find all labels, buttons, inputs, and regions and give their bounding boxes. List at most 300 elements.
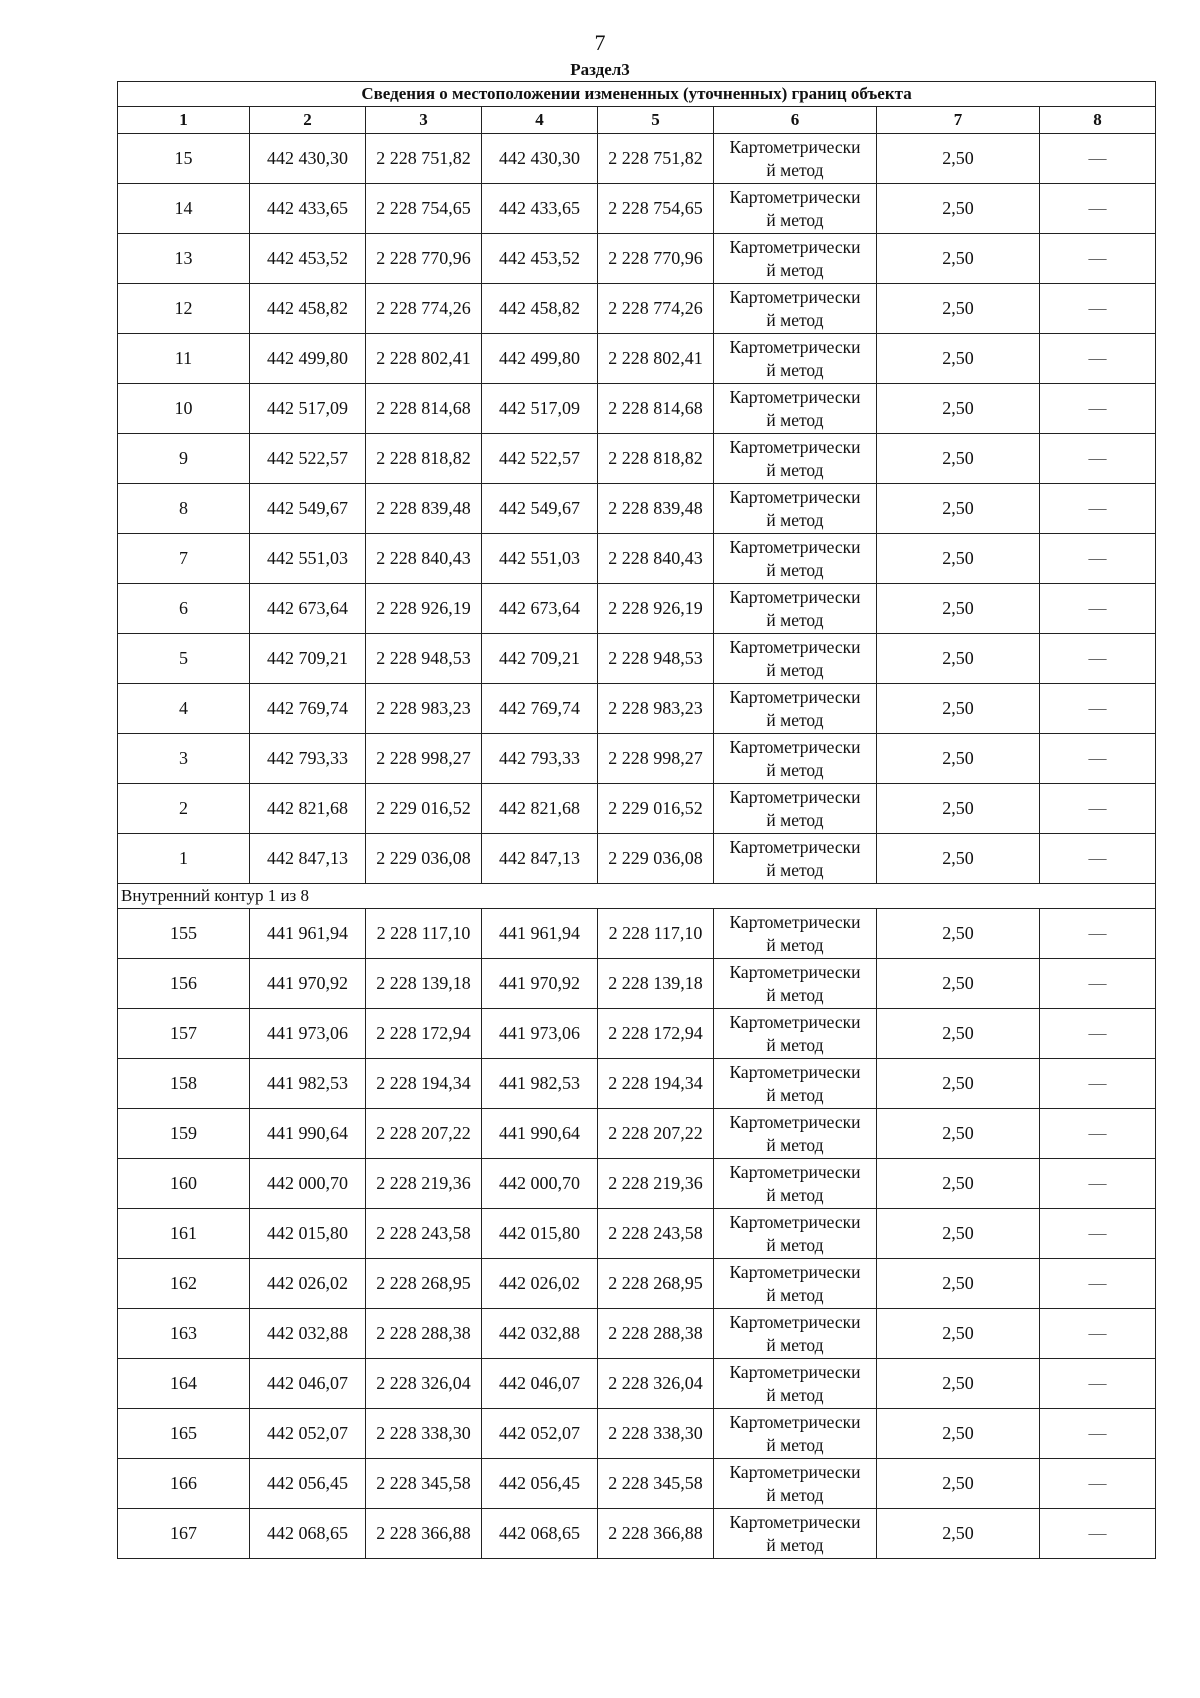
table-caption: Сведения о местоположении измененных (уточненных) границ объекта (118, 82, 1156, 107)
method-text-line1: Картометрически (729, 236, 861, 257)
description-cell: — (1040, 1109, 1156, 1159)
precision-cell: 2,50 (877, 1259, 1040, 1309)
y-new-cell: 2 228 770,96 (598, 234, 714, 284)
precision-cell: 2,50 (877, 534, 1040, 584)
method-text-line2: й метод (766, 1084, 824, 1105)
x-old-cell: 441 961,94 (250, 909, 366, 959)
method-text-line1: Картометрически (729, 636, 861, 657)
method-cell (714, 234, 877, 284)
x-old-cell: 442 673,64 (250, 584, 366, 634)
method-cell (714, 1009, 877, 1059)
description-cell: — (1040, 184, 1156, 234)
method-cell (714, 734, 877, 784)
table-row (118, 434, 1156, 484)
method-text-line1: Картометрически (729, 1461, 861, 1482)
description-cell: — (1040, 1309, 1156, 1359)
method-cell (714, 784, 877, 834)
y-old-cell: 2 228 754,65 (366, 184, 482, 234)
y-old-cell: 2 228 288,38 (366, 1309, 482, 1359)
method-cell (714, 1459, 877, 1509)
precision-cell: 2,50 (877, 734, 1040, 784)
method-cell (714, 484, 877, 534)
precision-cell: 2,50 (877, 1059, 1040, 1109)
table-body (118, 82, 1156, 1559)
table-row (118, 384, 1156, 434)
method-text-line1: Картометрически (729, 1511, 861, 1532)
y-old-cell: 2 228 926,19 (366, 584, 482, 634)
method-text-line2: й метод (766, 559, 824, 580)
point-number-cell: 2 (118, 784, 250, 834)
table-row (118, 1059, 1156, 1109)
method-text-line1: Картометрически (729, 1261, 861, 1282)
method-text-line1: Картометрически (729, 736, 861, 757)
column-header: 8 (1040, 107, 1156, 134)
table-row (118, 1259, 1156, 1309)
point-number-cell: 8 (118, 484, 250, 534)
x-old-cell: 442 052,07 (250, 1409, 366, 1459)
y-new-cell: 2 228 983,23 (598, 684, 714, 734)
method-text-line2: й метод (766, 359, 824, 380)
x-old-cell: 442 499,80 (250, 334, 366, 384)
point-number-cell: 7 (118, 534, 250, 584)
table-row (118, 1509, 1156, 1559)
coordinates-table (117, 81, 1156, 1559)
method-cell (714, 584, 877, 634)
y-old-cell: 2 228 219,36 (366, 1159, 482, 1209)
point-number-cell: 156 (118, 959, 250, 1009)
method-text-line2: й метод (766, 1234, 824, 1255)
method-cell (714, 1509, 877, 1559)
x-new-cell: 442 458,82 (482, 284, 598, 334)
point-number-cell: 10 (118, 384, 250, 434)
point-number-cell: 165 (118, 1409, 250, 1459)
y-new-cell: 2 228 818,82 (598, 434, 714, 484)
x-new-cell: 442 015,80 (482, 1209, 598, 1259)
y-new-cell: 2 228 288,38 (598, 1309, 714, 1359)
description-cell: — (1040, 684, 1156, 734)
precision-cell: 2,50 (877, 184, 1040, 234)
table-row (118, 1209, 1156, 1259)
description-cell: — (1040, 584, 1156, 634)
table-row (118, 334, 1156, 384)
precision-cell: 2,50 (877, 784, 1040, 834)
column-header: 1 (118, 107, 250, 134)
description-cell: — (1040, 1159, 1156, 1209)
x-new-cell: 442 793,33 (482, 734, 598, 784)
x-old-cell: 442 549,67 (250, 484, 366, 534)
table-row (118, 134, 1156, 184)
contour-label-row (118, 884, 1156, 909)
x-old-cell: 442 709,21 (250, 634, 366, 684)
method-cell (714, 1209, 877, 1259)
y-old-cell: 2 228 207,22 (366, 1109, 482, 1159)
method-cell (714, 959, 877, 1009)
method-text-line2: й метод (766, 459, 824, 480)
x-old-cell: 442 793,33 (250, 734, 366, 784)
page-number: 7 (594, 30, 606, 55)
x-old-cell: 442 046,07 (250, 1359, 366, 1409)
description-cell: — (1040, 1259, 1156, 1309)
method-text-line1: Картометрически (729, 586, 861, 607)
method-cell (714, 284, 877, 334)
y-old-cell: 2 228 345,58 (366, 1459, 482, 1509)
x-new-cell: 442 821,68 (482, 784, 598, 834)
column-header: 5 (598, 107, 714, 134)
y-old-cell: 2 228 751,82 (366, 134, 482, 184)
column-header: 3 (366, 107, 482, 134)
y-new-cell: 2 228 326,04 (598, 1359, 714, 1409)
description-cell: — (1040, 784, 1156, 834)
method-text-line2: й метод (766, 1034, 824, 1055)
y-new-cell: 2 228 117,10 (598, 909, 714, 959)
table-row (118, 484, 1156, 534)
table-row (118, 584, 1156, 634)
precision-cell: 2,50 (877, 584, 1040, 634)
precision-cell: 2,50 (877, 434, 1040, 484)
x-old-cell: 442 032,88 (250, 1309, 366, 1359)
x-new-cell: 442 046,07 (482, 1359, 598, 1409)
method-text-line1: Картометрически (729, 786, 861, 807)
method-cell (714, 634, 877, 684)
table-row (118, 1009, 1156, 1059)
y-old-cell: 2 228 326,04 (366, 1359, 482, 1409)
method-text-line1: Картометрически (729, 836, 861, 857)
point-number-cell: 12 (118, 284, 250, 334)
method-text-line1: Картометрически (729, 336, 861, 357)
method-text-line1: Картометрически (729, 1311, 861, 1332)
method-cell (714, 434, 877, 484)
method-text-line1: Картометрически (729, 436, 861, 457)
point-number-cell: 157 (118, 1009, 250, 1059)
precision-cell: 2,50 (877, 1109, 1040, 1159)
point-number-cell: 160 (118, 1159, 250, 1209)
table-row (118, 1309, 1156, 1359)
table-row (118, 284, 1156, 334)
point-number-cell: 159 (118, 1109, 250, 1159)
method-cell (714, 384, 877, 434)
x-new-cell: 442 430,30 (482, 134, 598, 184)
description-cell: — (1040, 384, 1156, 434)
x-old-cell: 442 068,65 (250, 1509, 366, 1559)
description-cell: — (1040, 1009, 1156, 1059)
method-cell (714, 834, 877, 884)
section-title: Раздел3 (570, 60, 630, 79)
method-text-line2: й метод (766, 759, 824, 780)
point-number-cell: 11 (118, 334, 250, 384)
x-old-cell: 442 769,74 (250, 684, 366, 734)
x-old-cell: 442 517,09 (250, 384, 366, 434)
x-new-cell: 441 970,92 (482, 959, 598, 1009)
method-text-line2: й метод (766, 1534, 824, 1555)
table-row (118, 534, 1156, 584)
y-new-cell: 2 229 036,08 (598, 834, 714, 884)
precision-cell: 2,50 (877, 384, 1040, 434)
table-row (118, 1459, 1156, 1509)
y-old-cell: 2 228 998,27 (366, 734, 482, 784)
point-number-cell: 15 (118, 134, 250, 184)
x-old-cell: 442 847,13 (250, 834, 366, 884)
description-cell: — (1040, 1059, 1156, 1109)
description-cell: — (1040, 484, 1156, 534)
method-text-line2: й метод (766, 934, 824, 955)
method-text-line1: Картометрически (729, 911, 861, 932)
method-text-line2: й метод (766, 1484, 824, 1505)
method-cell (714, 134, 877, 184)
description-cell: — (1040, 834, 1156, 884)
precision-cell: 2,50 (877, 834, 1040, 884)
y-new-cell: 2 228 926,19 (598, 584, 714, 634)
contour-label: Внутренний контур 1 из 8 (118, 884, 1156, 909)
y-new-cell: 2 228 219,36 (598, 1159, 714, 1209)
method-text-line1: Картометрически (729, 536, 861, 557)
y-old-cell: 2 228 194,34 (366, 1059, 482, 1109)
x-new-cell: 442 433,65 (482, 184, 598, 234)
x-new-cell: 442 026,02 (482, 1259, 598, 1309)
precision-cell: 2,50 (877, 959, 1040, 1009)
table-row (118, 184, 1156, 234)
x-new-cell: 442 709,21 (482, 634, 598, 684)
y-new-cell: 2 228 207,22 (598, 1109, 714, 1159)
table-row (118, 734, 1156, 784)
x-new-cell: 442 551,03 (482, 534, 598, 584)
precision-cell: 2,50 (877, 284, 1040, 334)
x-old-cell: 442 458,82 (250, 284, 366, 334)
point-number-cell: 167 (118, 1509, 250, 1559)
method-text-line2: й метод (766, 1184, 824, 1205)
precision-cell: 2,50 (877, 334, 1040, 384)
method-text-line1: Картометрически (729, 136, 861, 157)
point-number-cell: 9 (118, 434, 250, 484)
method-text-line1: Картометрически (729, 1061, 861, 1082)
y-old-cell: 2 228 139,18 (366, 959, 482, 1009)
x-new-cell: 442 517,09 (482, 384, 598, 434)
table-row (118, 634, 1156, 684)
x-new-cell: 442 549,67 (482, 484, 598, 534)
y-new-cell: 2 228 268,95 (598, 1259, 714, 1309)
method-cell (714, 1359, 877, 1409)
x-old-cell: 442 522,57 (250, 434, 366, 484)
y-new-cell: 2 228 172,94 (598, 1009, 714, 1059)
description-cell: — (1040, 734, 1156, 784)
method-cell (714, 1309, 877, 1359)
method-text-line2: й метод (766, 1284, 824, 1305)
x-new-cell: 442 056,45 (482, 1459, 598, 1509)
method-text-line2: й метод (766, 259, 824, 280)
point-number-cell: 5 (118, 634, 250, 684)
precision-cell: 2,50 (877, 1359, 1040, 1409)
precision-cell: 2,50 (877, 684, 1040, 734)
precision-cell: 2,50 (877, 134, 1040, 184)
x-old-cell: 442 821,68 (250, 784, 366, 834)
point-number-cell: 161 (118, 1209, 250, 1259)
x-old-cell: 442 433,65 (250, 184, 366, 234)
x-old-cell: 442 000,70 (250, 1159, 366, 1209)
x-old-cell: 442 430,30 (250, 134, 366, 184)
point-number-cell: 6 (118, 584, 250, 634)
precision-cell: 2,50 (877, 1009, 1040, 1059)
y-new-cell: 2 228 802,41 (598, 334, 714, 384)
x-new-cell: 441 961,94 (482, 909, 598, 959)
table-row (118, 234, 1156, 284)
x-new-cell: 442 769,74 (482, 684, 598, 734)
method-text-line2: й метод (766, 709, 824, 730)
y-old-cell: 2 228 840,43 (366, 534, 482, 584)
precision-cell: 2,50 (877, 484, 1040, 534)
y-old-cell: 2 229 036,08 (366, 834, 482, 884)
method-cell (714, 1109, 877, 1159)
method-text-line2: й метод (766, 1434, 824, 1455)
description-cell: — (1040, 284, 1156, 334)
method-text-line1: Картометрически (729, 186, 861, 207)
y-old-cell: 2 228 814,68 (366, 384, 482, 434)
description-cell: — (1040, 1459, 1156, 1509)
column-header: 4 (482, 107, 598, 134)
method-cell (714, 184, 877, 234)
table-row (118, 684, 1156, 734)
point-number-cell: 4 (118, 684, 250, 734)
x-old-cell: 442 056,45 (250, 1459, 366, 1509)
x-old-cell: 442 453,52 (250, 234, 366, 284)
method-text-line2: й метод (766, 159, 824, 180)
y-old-cell: 2 228 818,82 (366, 434, 482, 484)
y-new-cell: 2 228 774,26 (598, 284, 714, 334)
method-text-line2: й метод (766, 509, 824, 530)
x-new-cell: 441 990,64 (482, 1109, 598, 1159)
y-old-cell: 2 228 948,53 (366, 634, 482, 684)
y-old-cell: 2 228 172,94 (366, 1009, 482, 1059)
y-old-cell: 2 228 802,41 (366, 334, 482, 384)
table-row (118, 1159, 1156, 1209)
x-new-cell: 442 499,80 (482, 334, 598, 384)
x-old-cell: 442 026,02 (250, 1259, 366, 1309)
method-text-line2: й метод (766, 984, 824, 1005)
y-old-cell: 2 228 366,88 (366, 1509, 482, 1559)
table-row (118, 1409, 1156, 1459)
x-old-cell: 442 015,80 (250, 1209, 366, 1259)
y-new-cell: 2 228 345,58 (598, 1459, 714, 1509)
table-caption-row (118, 82, 1156, 107)
description-cell: — (1040, 134, 1156, 184)
precision-cell: 2,50 (877, 234, 1040, 284)
method-cell (714, 334, 877, 384)
description-cell: — (1040, 634, 1156, 684)
description-cell: — (1040, 1209, 1156, 1259)
x-old-cell: 442 551,03 (250, 534, 366, 584)
y-new-cell: 2 228 754,65 (598, 184, 714, 234)
description-cell: — (1040, 334, 1156, 384)
y-old-cell: 2 228 117,10 (366, 909, 482, 959)
point-number-cell: 158 (118, 1059, 250, 1109)
y-new-cell: 2 228 998,27 (598, 734, 714, 784)
method-text-line2: й метод (766, 209, 824, 230)
point-number-cell: 155 (118, 909, 250, 959)
point-number-cell: 13 (118, 234, 250, 284)
y-old-cell: 2 228 268,95 (366, 1259, 482, 1309)
method-text-line2: й метод (766, 1134, 824, 1155)
method-text-line2: й метод (766, 309, 824, 330)
method-text-line1: Картометрически (729, 1411, 861, 1432)
method-text-line2: й метод (766, 1384, 824, 1405)
x-new-cell: 442 032,88 (482, 1309, 598, 1359)
description-cell: — (1040, 234, 1156, 284)
y-old-cell: 2 228 839,48 (366, 484, 482, 534)
method-text-line2: й метод (766, 1334, 824, 1355)
table-row (118, 1109, 1156, 1159)
y-new-cell: 2 228 839,48 (598, 484, 714, 534)
method-text-line1: Картометрически (729, 961, 861, 982)
precision-cell: 2,50 (877, 1309, 1040, 1359)
point-number-cell: 163 (118, 1309, 250, 1359)
column-header: 6 (714, 107, 877, 134)
method-cell (714, 1159, 877, 1209)
method-text-line1: Картометрически (729, 286, 861, 307)
point-number-cell: 3 (118, 734, 250, 784)
point-number-cell: 164 (118, 1359, 250, 1409)
x-new-cell: 442 068,65 (482, 1509, 598, 1559)
y-new-cell: 2 228 751,82 (598, 134, 714, 184)
x-old-cell: 441 990,64 (250, 1109, 366, 1159)
y-new-cell: 2 228 366,88 (598, 1509, 714, 1559)
method-cell (714, 1059, 877, 1109)
method-text-line1: Картометрически (729, 486, 861, 507)
precision-cell: 2,50 (877, 1209, 1040, 1259)
point-number-cell: 166 (118, 1459, 250, 1509)
method-cell (714, 1259, 877, 1309)
y-old-cell: 2 229 016,52 (366, 784, 482, 834)
method-cell (714, 1409, 877, 1459)
table-row (118, 909, 1156, 959)
table-row (118, 959, 1156, 1009)
y-new-cell: 2 228 840,43 (598, 534, 714, 584)
x-old-cell: 441 982,53 (250, 1059, 366, 1109)
point-number-cell: 14 (118, 184, 250, 234)
method-text-line2: й метод (766, 609, 824, 630)
precision-cell: 2,50 (877, 1159, 1040, 1209)
method-text-line2: й метод (766, 409, 824, 430)
method-text-line2: й метод (766, 659, 824, 680)
y-old-cell: 2 228 774,26 (366, 284, 482, 334)
y-new-cell: 2 228 948,53 (598, 634, 714, 684)
x-old-cell: 441 970,92 (250, 959, 366, 1009)
y-old-cell: 2 228 983,23 (366, 684, 482, 734)
method-cell (714, 684, 877, 734)
column-header: 2 (250, 107, 366, 134)
y-new-cell: 2 228 814,68 (598, 384, 714, 434)
x-new-cell: 441 973,06 (482, 1009, 598, 1059)
x-new-cell: 442 453,52 (482, 234, 598, 284)
precision-cell: 2,50 (877, 634, 1040, 684)
method-text-line1: Картометрически (729, 1361, 861, 1382)
description-cell: — (1040, 959, 1156, 1009)
y-new-cell: 2 229 016,52 (598, 784, 714, 834)
y-new-cell: 2 228 194,34 (598, 1059, 714, 1109)
table-row (118, 1359, 1156, 1409)
description-cell: — (1040, 434, 1156, 484)
description-cell: — (1040, 1409, 1156, 1459)
point-number-cell: 1 (118, 834, 250, 884)
precision-cell: 2,50 (877, 1459, 1040, 1509)
y-new-cell: 2 228 139,18 (598, 959, 714, 1009)
column-header: 7 (877, 107, 1040, 134)
table-row (118, 834, 1156, 884)
method-text-line1: Картометрически (729, 1011, 861, 1032)
description-cell: — (1040, 1359, 1156, 1409)
precision-cell: 2,50 (877, 1509, 1040, 1559)
x-new-cell: 442 847,13 (482, 834, 598, 884)
y-new-cell: 2 228 243,58 (598, 1209, 714, 1259)
method-cell (714, 909, 877, 959)
precision-cell: 2,50 (877, 1409, 1040, 1459)
